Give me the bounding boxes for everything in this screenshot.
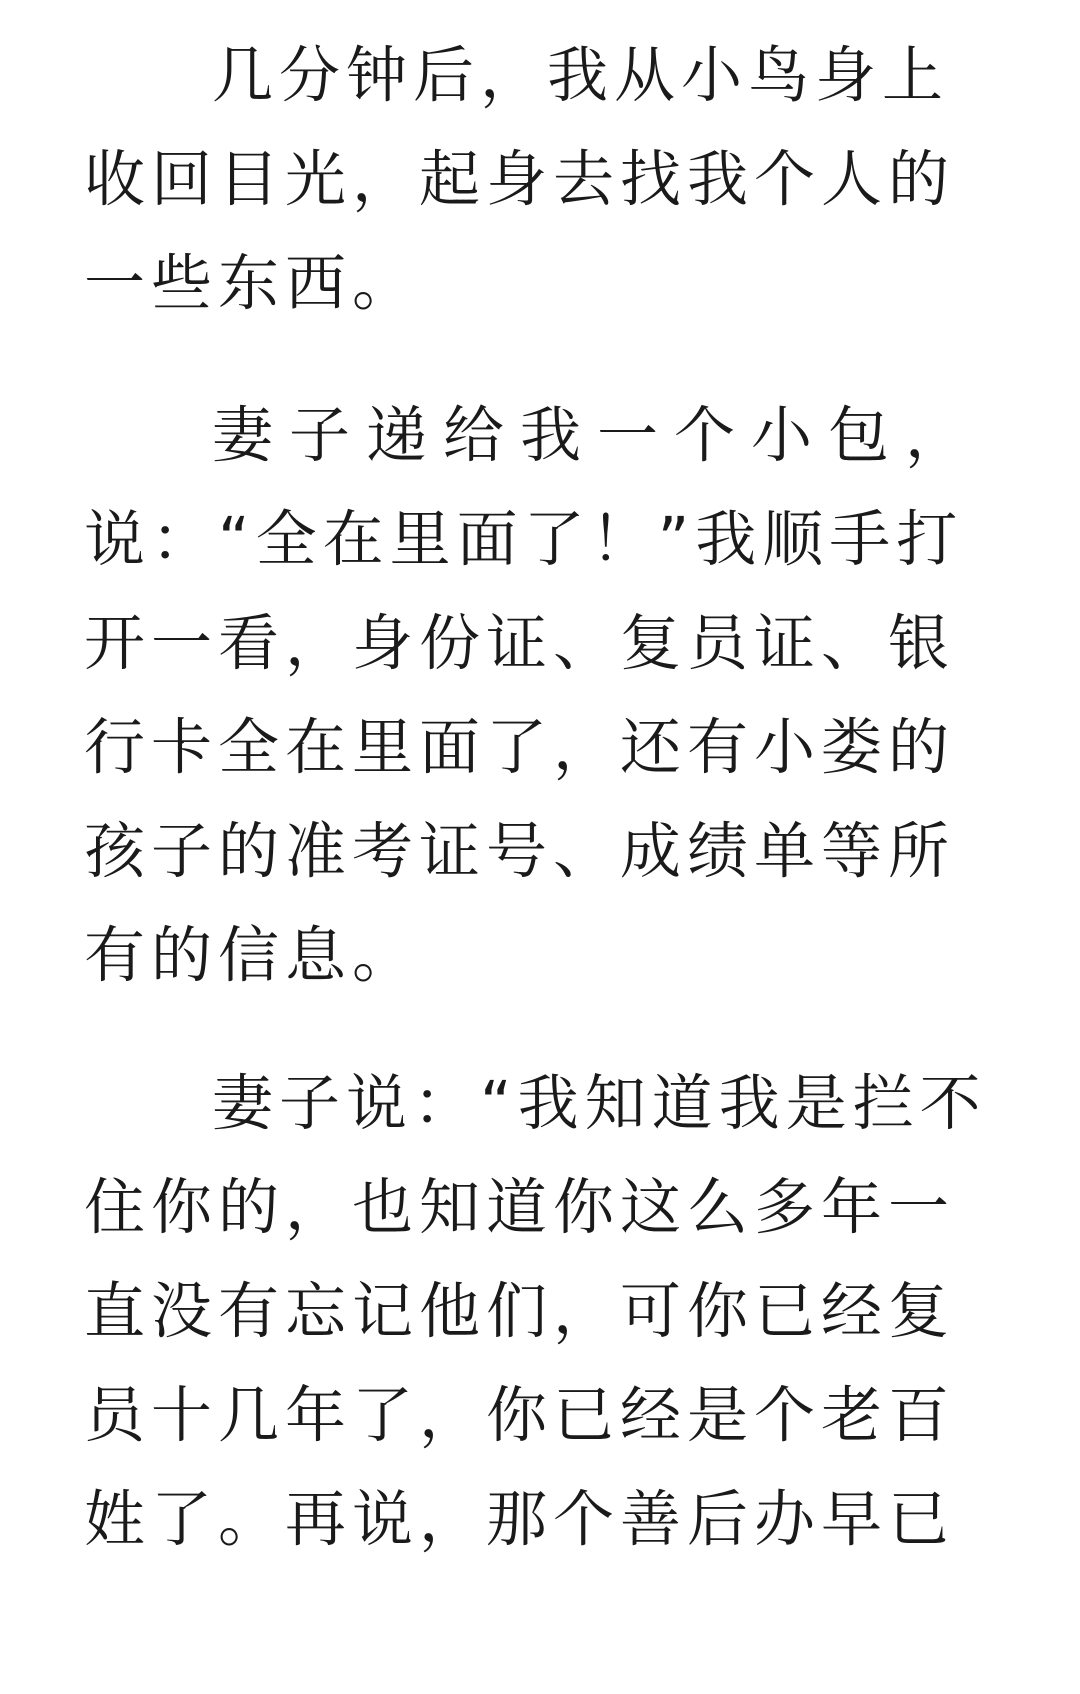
paragraph-3-line-2: 住你的，也知道你这么多年一 xyxy=(84,1172,956,1243)
paragraph-2-line-6: 有的信息。 xyxy=(84,920,420,991)
paragraph-2-line-5: 孩子的准考证号、成绩单等所 xyxy=(84,816,956,887)
paragraph-3-line-4: 员十几年了，你已经是个老百 xyxy=(84,1380,956,1451)
paragraph-2-line-2: 说：“全在里面了！”我顺手打 xyxy=(84,504,964,575)
paragraph-3-line-5: 姓了。再说，那个善后办早已 xyxy=(84,1484,956,1555)
paragraph-3-line-3: 直没有忘记他们，可你已经复 xyxy=(84,1276,956,1347)
paragraph-1-line-1: 几分钟后，我从小鸟身上 xyxy=(212,40,950,111)
paragraph-1-line-3: 一些东西。 xyxy=(84,248,420,319)
paragraph-1-line-2: 收回目光，起身去找我个人的 xyxy=(84,144,956,215)
paragraph-2-line-1: 妻子递给我一个小包， xyxy=(212,400,983,471)
paragraph-2-line-4: 行卡全在里面了，还有小娄的 xyxy=(84,712,956,783)
paragraph-2-line-3: 开一看，身份证、复员证、银 xyxy=(84,608,956,679)
paragraph-3-line-1: 妻子说：“我知道我是拦不 xyxy=(212,1068,987,1139)
